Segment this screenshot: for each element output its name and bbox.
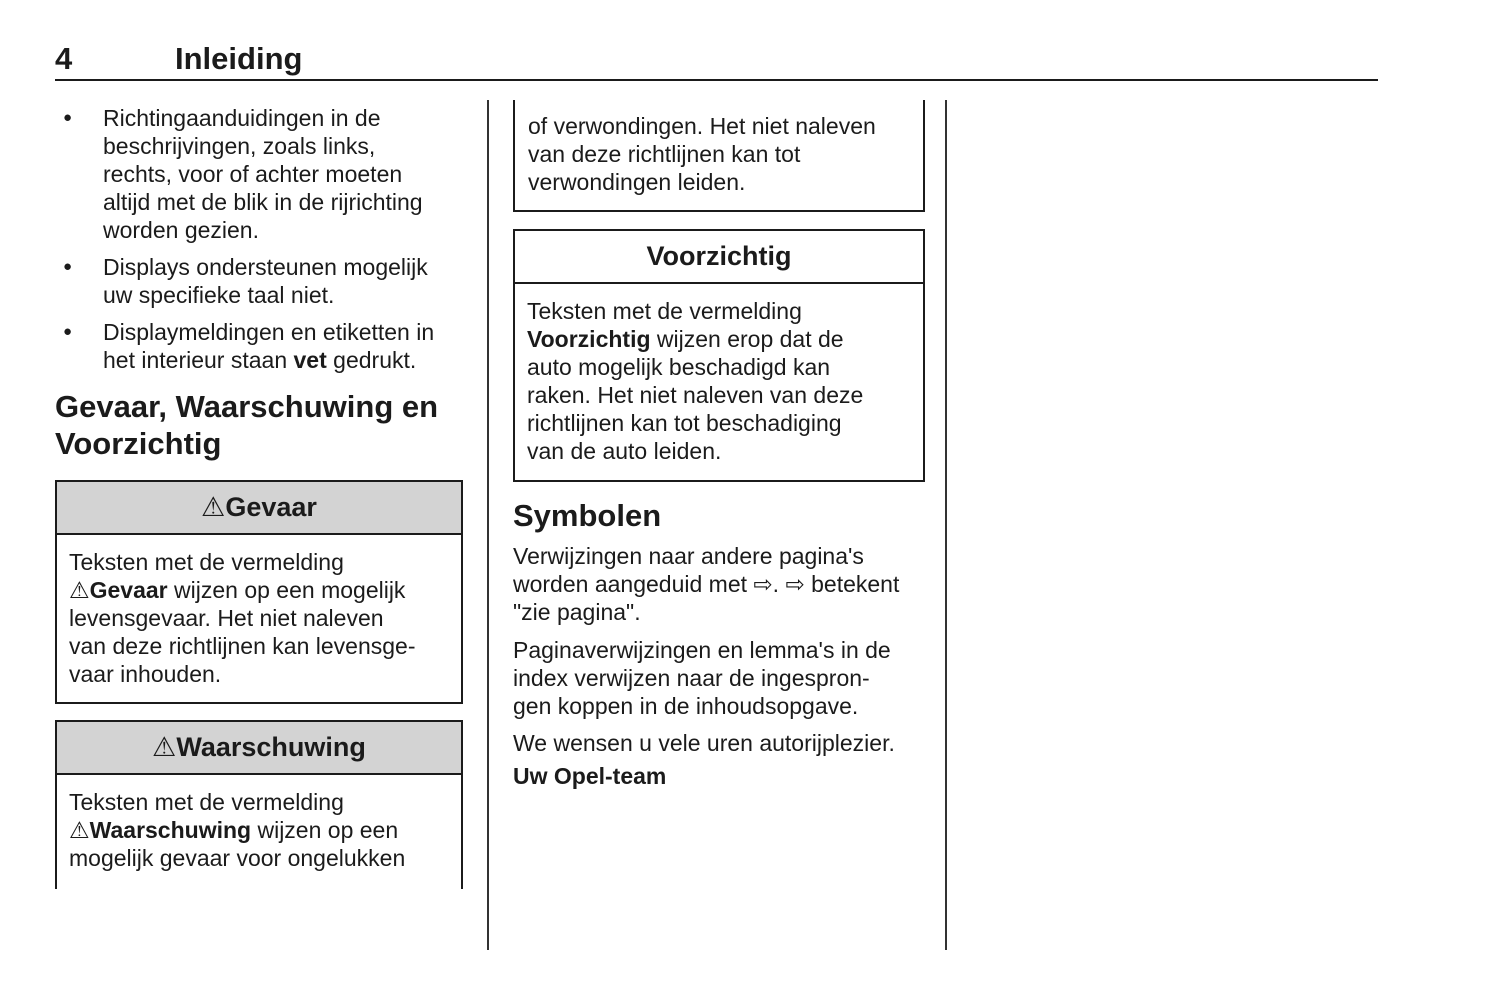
bullet-icon: ●	[63, 323, 73, 340]
danger-box-body: Teksten met de vermelding ⚠Gevaar wijzen op een mogelijk levensgevaar. Het niet naleven van deze richtlijnen kan levensge- vaar inhouden.	[69, 549, 416, 687]
caution-box	[513, 229, 925, 482]
warning-box-body: Teksten met de vermelding ⚠Waarschuwing wijzen op een mogelijk gevaar voor ongelukken	[69, 789, 406, 871]
column-separator	[945, 100, 947, 950]
header-divider	[55, 79, 1378, 81]
warning-triangle-icon: ⚠	[201, 492, 226, 522]
paragraph-page-references: Paginaverwijzingen en lemma's in de index verwijzen naar de ingespron- gen koppen in de inhoudsopgave.	[513, 637, 891, 719]
bullet-text: Richtingaanduidingen in de beschrijvingen, zoals links, rechts, voor of achter moeten altijd met de blik in de rijrichting worden gezien.	[103, 105, 423, 243]
section-heading: Gevaar, Waarschuwing en Voorzichtig	[55, 389, 439, 461]
danger-box-header	[57, 482, 461, 535]
page-reference-arrow-icon: ⇨	[785, 571, 805, 597]
caution-box-title: Voorzichtig	[646, 241, 792, 271]
bullet-list	[55, 100, 463, 374]
warning-triangle-icon: ⚠	[69, 817, 90, 843]
page-number: 4	[55, 41, 73, 76]
caution-box-header	[515, 231, 923, 284]
paragraph-symbols: Verwijzingen naar andere pagina's worden aangeduid met ⇨. ⇨ betekent "zie pagina".	[513, 543, 900, 625]
warning-box-header	[57, 722, 461, 775]
warning-triangle-icon: ⚠	[69, 577, 90, 603]
danger-box-title: Gevaar	[225, 492, 317, 522]
bold-term: Waarschuwing	[89, 817, 252, 843]
list-item	[55, 104, 463, 244]
warning-triangle-icon: ⚠	[152, 732, 177, 762]
bullet-text: Displaymeldingen en etiketten in het interieur staan vet gedrukt.	[103, 319, 435, 373]
bullet-icon: ●	[63, 109, 73, 126]
left-column	[55, 100, 463, 889]
list-item	[55, 318, 463, 374]
middle-column	[513, 100, 925, 790]
caution-box-body: Teksten met de vermelding Voorzichtig wijzen erop dat de auto mogelijk beschadigd kan raken. Het niet naleven van deze richtlijnen kan tot beschadiging van de auto leiden.	[527, 298, 864, 464]
warning-box-title: Waarschuwing	[176, 732, 366, 762]
symbols-heading: Symbolen	[513, 498, 662, 533]
list-item	[55, 253, 463, 309]
continued-warning-box: of verwondingen. Het niet naleven van deze richtlijnen kan tot verwondingen leiden.	[513, 100, 925, 212]
paragraph-wish: We wensen u vele uren autorijplezier.	[513, 730, 895, 756]
bullet-icon: ●	[63, 258, 73, 275]
bullet-text: Displays ondersteunen mogelijk uw specifieke taal niet.	[103, 254, 428, 308]
column-separator	[487, 100, 489, 950]
page-title: Inleiding	[175, 41, 303, 76]
page-reference-arrow-icon: ⇨	[753, 571, 773, 597]
warning-box	[55, 720, 463, 889]
bold-term: Gevaar	[89, 577, 168, 603]
signature: Uw Opel-team	[513, 763, 667, 789]
bold-term: Voorzichtig	[527, 326, 651, 352]
danger-box	[55, 480, 463, 704]
bold-term: vet	[293, 347, 327, 373]
